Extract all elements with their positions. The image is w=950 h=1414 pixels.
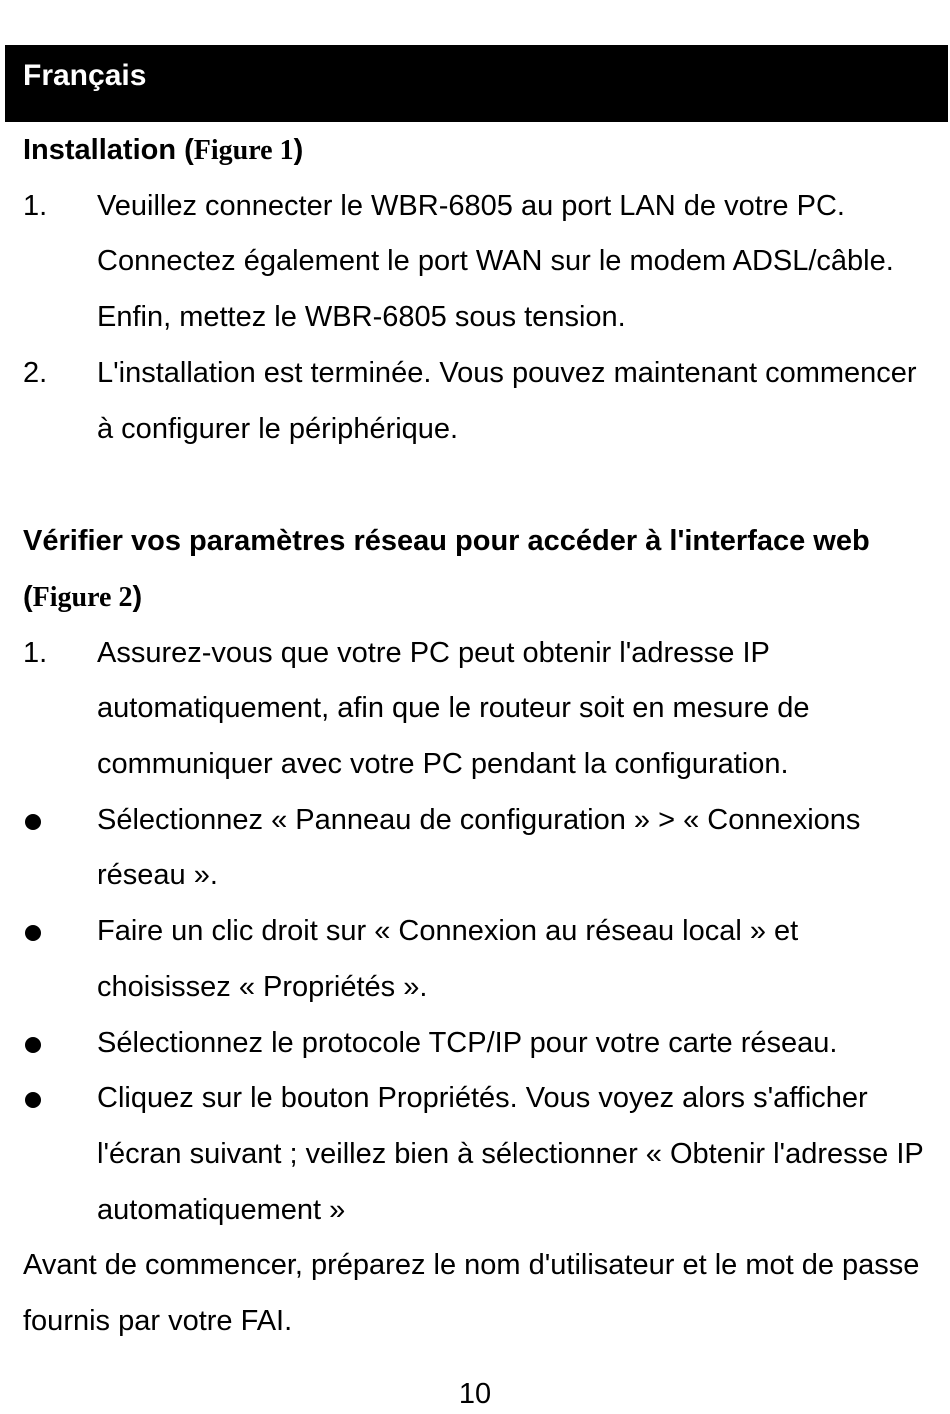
- bullet-item-text: Faire un clic droit sur « Connexion au réseau local » et choisissez « Propriétés ».: [97, 915, 799, 1003]
- section-installation-title: Installation (: [23, 134, 194, 166]
- list-item-number: 2.: [23, 356, 48, 389]
- section-network-title-close: ): [132, 580, 143, 613]
- bullet-item: [23, 793, 938, 904]
- section-network-title: Vérifier vos paramètres réseau pour accéder à l'interface web (: [23, 525, 870, 613]
- page-number: 10: [458, 1378, 492, 1410]
- language-header-bar: [5, 45, 948, 122]
- section-network-heading: [23, 514, 938, 625]
- page-content: [23, 123, 938, 1350]
- figure-2-reference: Figure 2: [32, 581, 133, 613]
- list-item-number: 1.: [23, 189, 48, 222]
- section-spacer: [23, 457, 938, 514]
- bullet-item-text: Sélectionnez « Panneau de configuration » > « Connexions réseau ».: [97, 803, 861, 892]
- list-item: [23, 346, 938, 457]
- bullet-item: [23, 1071, 938, 1238]
- list-item-text: Veuillez connecter le WBR-6805 au port LAN de votre PC. Connectez également le port WAN sur le modem ADSL/câble. Enfin, mettez le WBR-6805 sous tension.: [97, 189, 894, 334]
- section-installation-heading: [23, 123, 938, 179]
- section-installation-title-close: ): [293, 134, 304, 166]
- bullet-dot-icon: [25, 1037, 41, 1053]
- closing-paragraph: Avant de commencer, préparez le nom d'utilisateur et le mot de passe fournis par votre FAI.: [23, 1249, 920, 1338]
- bullet-dot-icon: [25, 1092, 41, 1108]
- bullet-item: [23, 1016, 938, 1072]
- language-label: Français: [23, 59, 147, 92]
- bullet-dot-icon: [25, 925, 41, 941]
- figure-1-reference: Figure 1: [193, 135, 294, 166]
- list-item: [23, 179, 938, 346]
- bullet-dot-icon: [25, 814, 41, 830]
- list-item-text: L'installation est terminée. Vous pouvez maintenant commencer à configurer le périphérique.: [97, 356, 917, 445]
- bullet-item-text: Cliquez sur le bouton Propriétés. Vous voyez alors s'afficher l'écran suivant ; veillez bien à sélectionner « Obtenir l'adresse IP automatiquement »: [97, 1082, 924, 1226]
- list-item-text: Assurez-vous que votre PC peut obtenir l'adresse IP automatiquement, afin que le routeur soit en mesure de communiquer avec votre PC pendant la configuration.: [97, 636, 810, 781]
- list-item-number: 1.: [23, 636, 48, 669]
- bullet-item: [23, 904, 938, 1015]
- bullet-item-text: Sélectionnez le protocole TCP/IP pour votre carte réseau.: [97, 1026, 838, 1059]
- list-item: [23, 626, 938, 793]
